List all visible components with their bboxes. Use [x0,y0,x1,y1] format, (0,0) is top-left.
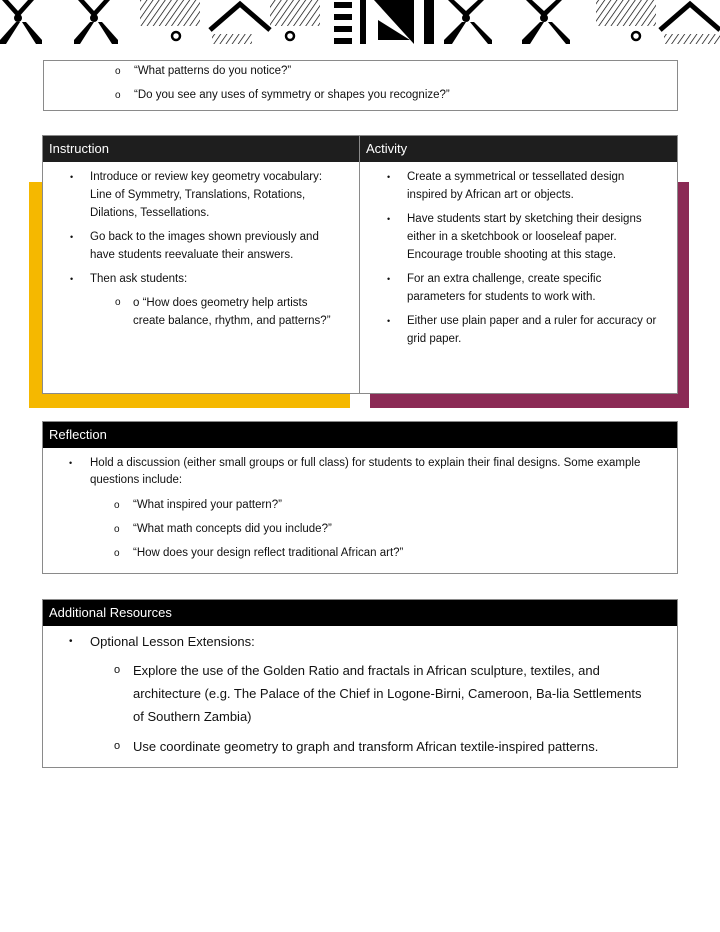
list-item: o “Do you see any uses of symmetry or shapes you recognize?” [44,87,677,104]
list-item: • Go back to the images shown previously and have students reevaluate their answers. [43,228,360,264]
activity-heading: Activity [360,136,677,162]
list-item: • For an extra challenge, create specific parameters for students to work with. [360,270,677,306]
list-item: • Either use plain paper and a ruler for accuracy or grid paper. [360,312,677,348]
list-item: • Introduce or review key geometry vocabulary: Line of Symmetry, Translations, Rotations, Dilations, Tessellations. [43,168,360,222]
list-item: o “How does your design reflect traditional African art?” [43,545,677,562]
reflection-heading: Reflection [43,422,677,448]
list-item: • Have students start by sketching their designs either in a sketchbook or looseleaf paper. Encourage trouble shooting at this stage. [360,210,677,264]
list-item: o Explore the use of the Golden Ratio and fractals in African sculpture, textiles, and architecture (e.g. The Palace of the Chief in Logone-Birni, Cameroon, Ba-lia Settlements of Southern Zambia) [43,659,677,728]
additional-resources-heading: Additional Resources [43,600,677,626]
list-item: • Hold a discussion (either small groups or full class) for students to explain their final designs. Some example questions include: [43,455,677,489]
instruction-section [42,135,360,394]
african-pattern-border-icon [0,0,720,44]
instruction-heading: Instruction [43,136,360,162]
top-questions-box [43,60,678,111]
list-item: o Use coordinate geometry to graph and transform African textile-inspired patterns. [43,735,677,758]
activity-section [359,135,678,394]
list-item: • Optional Lesson Extensions: [43,632,677,652]
list-item: o “What patterns do you notice?” [44,63,677,80]
list-item: • Create a symmetrical or tessellated design inspired by African art or objects. [360,168,677,204]
list-item: o o “How does geometry help artists create balance, rhythm, and patterns?” [43,294,360,330]
list-item: • Then ask students: [43,270,360,288]
additional-resources-section [42,599,678,768]
reflection-section [42,421,678,574]
list-item: o “What inspired your pattern?” [43,497,677,514]
list-item: o “What math concepts did you include?” [43,521,677,538]
